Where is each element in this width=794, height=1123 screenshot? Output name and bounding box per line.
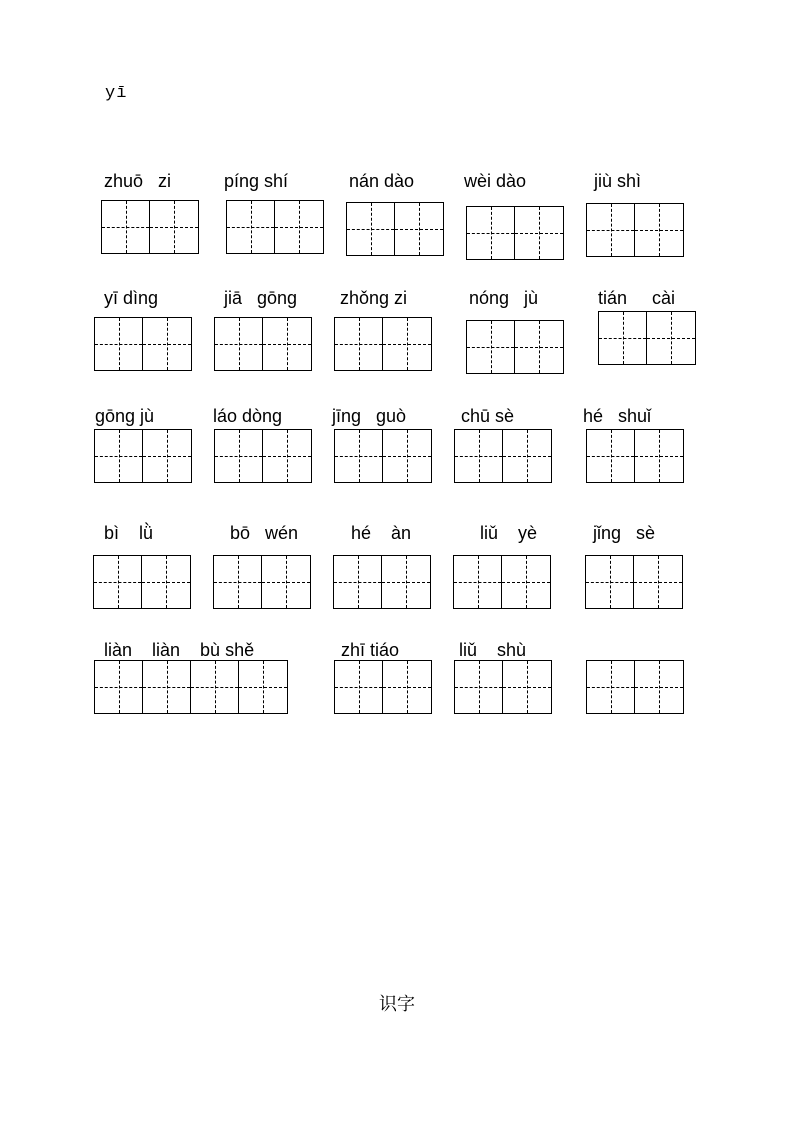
writing-cell[interactable] [150,201,198,253]
writing-cell[interactable] [587,661,635,713]
pinyin-label: nóng jù [469,288,539,308]
writing-grid[interactable] [454,429,552,483]
pinyin-label: liǔ yè [480,523,538,543]
pinyin-label: bō wén [230,523,299,543]
writing-grid[interactable] [334,660,432,714]
pinyin-label: hé àn [351,523,412,543]
pinyin-label: zhǒng zi [340,288,408,308]
pinyin-label: bì lǜ [104,523,154,543]
writing-cell[interactable] [634,556,682,608]
writing-cell[interactable] [94,556,142,608]
writing-grid[interactable] [453,555,551,609]
pinyin-label: liǔ shù [459,640,527,660]
writing-cell[interactable] [586,556,634,608]
writing-grid[interactable] [334,317,432,371]
writing-cell[interactable] [275,201,323,253]
writing-cell[interactable] [382,556,430,608]
writing-cell[interactable] [587,204,635,256]
writing-grid[interactable] [213,555,311,609]
writing-cell[interactable] [215,318,263,370]
pinyin-label: jiā gōng [224,288,298,308]
writing-cell[interactable] [647,312,695,364]
writing-cell[interactable] [335,318,383,370]
writing-cell[interactable] [502,556,550,608]
pinyin-label: zhī tiáo [341,640,400,660]
writing-cell[interactable] [102,201,150,253]
writing-grid[interactable] [454,660,552,714]
writing-grid[interactable] [214,317,312,371]
writing-cell[interactable] [215,430,263,482]
writing-cell[interactable] [191,661,239,713]
writing-cell[interactable] [142,556,190,608]
writing-grid[interactable] [94,429,192,483]
writing-cell[interactable] [467,321,515,373]
pinyin-label: láo dòng [213,406,283,426]
writing-cell[interactable] [227,201,275,253]
pinyin-label: tián cài [598,288,676,308]
writing-cell[interactable] [95,661,143,713]
pinyin-label: wèi dào [464,171,527,191]
pinyin-label: jīng guò [332,406,407,426]
writing-grid[interactable] [94,317,192,371]
writing-cell[interactable] [263,430,311,482]
pinyin-label: nán dào [349,171,415,191]
writing-cell[interactable] [335,661,383,713]
writing-cell[interactable] [347,203,395,255]
writing-cell[interactable] [143,430,191,482]
writing-cell[interactable] [383,430,431,482]
pinyin-label: zhuō zi [104,171,172,191]
pinyin-label: yī dìng [104,288,159,308]
writing-cell[interactable] [454,556,502,608]
writing-cell[interactable] [467,207,515,259]
writing-grid[interactable] [586,203,684,257]
writing-cell[interactable] [143,661,191,713]
writing-cell[interactable] [635,204,683,256]
writing-grid[interactable] [346,202,444,256]
writing-cell[interactable] [455,661,503,713]
writing-cell[interactable] [635,661,683,713]
writing-cell[interactable] [335,430,383,482]
writing-grid[interactable] [94,660,288,714]
writing-cell[interactable] [503,661,551,713]
writing-cell[interactable] [262,556,310,608]
writing-cell[interactable] [503,430,551,482]
writing-cell[interactable] [95,318,143,370]
writing-grid[interactable] [101,200,199,254]
writing-cell[interactable] [515,321,563,373]
writing-cell[interactable] [239,661,287,713]
writing-grid[interactable] [226,200,324,254]
writing-grid[interactable] [466,320,564,374]
writing-grid[interactable] [466,206,564,260]
writing-cell[interactable] [587,430,635,482]
writing-grid[interactable] [585,555,683,609]
writing-cell[interactable] [143,318,191,370]
writing-cell[interactable] [635,430,683,482]
writing-cell[interactable] [214,556,262,608]
writing-cell[interactable] [334,556,382,608]
writing-grid[interactable] [93,555,191,609]
writing-cell[interactable] [599,312,647,364]
pinyin-label: jǐng sè [593,523,656,543]
writing-cell[interactable] [455,430,503,482]
writing-grid[interactable] [586,429,684,483]
writing-grid[interactable] [586,660,684,714]
pinyin-label: píng shí [224,171,289,191]
writing-cell[interactable] [263,318,311,370]
writing-cell[interactable] [395,203,443,255]
writing-cell[interactable] [515,207,563,259]
writing-grid[interactable] [214,429,312,483]
lesson-number-pinyin: yī [105,84,128,103]
pinyin-label: chū sè [461,406,515,426]
pinyin-label: gōng jù [95,406,155,426]
writing-grid[interactable] [334,429,432,483]
pinyin-label: hé shuǐ [583,406,652,426]
writing-cell[interactable] [95,430,143,482]
writing-cell[interactable] [383,318,431,370]
page-title: 识字 [379,994,415,1015]
pinyin-label: jiù shì [594,171,642,191]
writing-grid[interactable] [598,311,696,365]
writing-cell[interactable] [383,661,431,713]
writing-grid[interactable] [333,555,431,609]
pinyin-label: liàn liàn bù shě [104,640,255,660]
